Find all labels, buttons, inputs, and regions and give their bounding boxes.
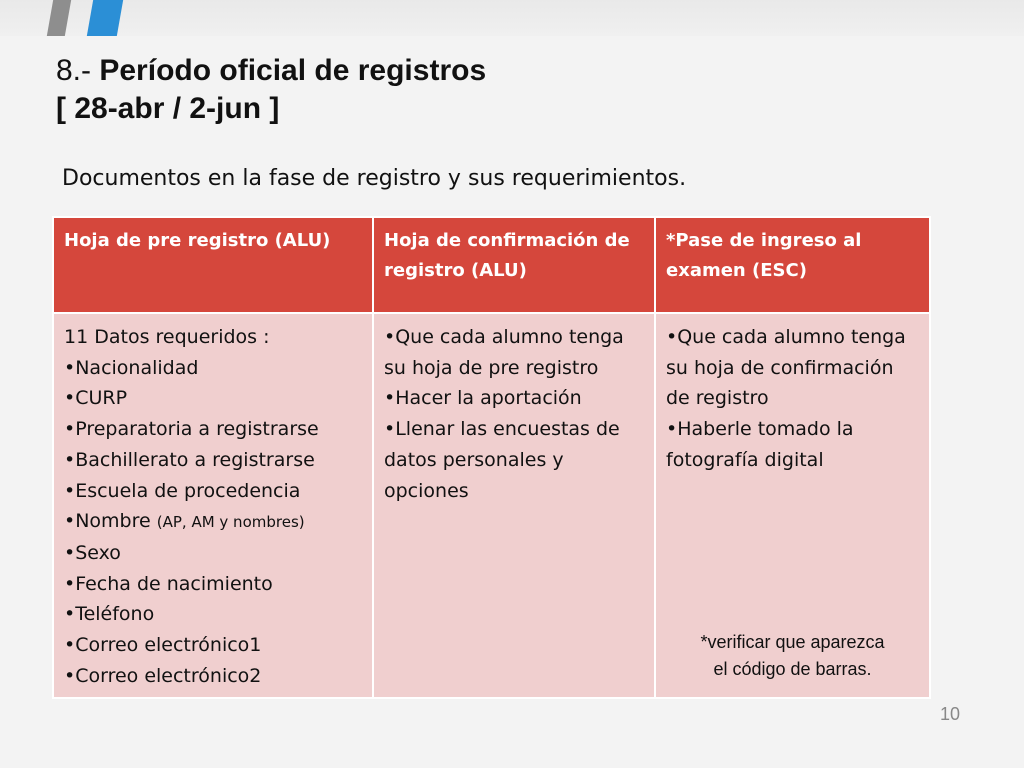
title-dates: [ 28-abr / 2-jun ] (56, 92, 280, 125)
note-line-2: el código de barras. (713, 659, 872, 680)
cell-pase-ingreso (655, 313, 930, 698)
top-banner (0, 0, 1024, 36)
list-item: •Hacer la aportación (384, 387, 582, 410)
nombre-label: •Nombre (64, 510, 151, 533)
list-item: •Llenar las encuestas de datos personales y opciones (384, 418, 620, 502)
list-item: •Teléfono (64, 603, 155, 626)
list-item: •Escuela de procedencia (64, 479, 301, 502)
header-pre-registro: Hoja de pre registro (ALU) (53, 217, 373, 313)
list-item: •Que cada alumno tenga su hoja de confirmación de registro (666, 326, 906, 410)
list-item: •CURP (64, 387, 128, 410)
title-main: Período oficial de registros (99, 54, 487, 87)
requirements-table (52, 216, 931, 699)
list-item: •Correo electrónico2 (64, 664, 262, 687)
list-item: •Nacionalidad (64, 356, 199, 379)
title-number: 8.- (56, 54, 92, 87)
cell-pre-registro (53, 313, 373, 698)
barcode-note (656, 629, 929, 683)
note-line-1: *verificar que aparezca (700, 632, 885, 653)
logo-gray-stripe (47, 0, 71, 36)
table-body-row (53, 313, 930, 698)
list-item: •Preparatoria a registrarse (64, 418, 319, 441)
cell-confirmacion (373, 313, 655, 698)
list-item: •Que cada alumno tenga su hoja de pre registro (384, 326, 624, 379)
list-item: •Haberle tomado la fotografía digital (666, 418, 854, 471)
logo-blue-stripe (87, 0, 123, 36)
header-pase-ingreso: *Pase de ingreso al examen (ESC) (655, 217, 930, 313)
list-item: •Correo electrónico1 (64, 634, 262, 657)
header-confirmacion: Hoja de confirmación de registro (ALU) (373, 217, 655, 313)
list-item: •Bachillerato a registrarse (64, 448, 315, 471)
table-header-row (53, 217, 930, 313)
list-item-nombre (64, 506, 364, 538)
page-number: 10 (940, 704, 961, 724)
nombre-detail: (AP, AM y nombres) (156, 513, 305, 532)
list-item: •Sexo (64, 541, 121, 564)
slide-subtitle: Documentos en la fase de registro y sus requerimientos. (62, 166, 687, 191)
list-item: •Fecha de nacimiento (64, 572, 273, 595)
list-intro: 11 Datos requeridos : (64, 326, 270, 348)
slide-title (56, 52, 486, 128)
